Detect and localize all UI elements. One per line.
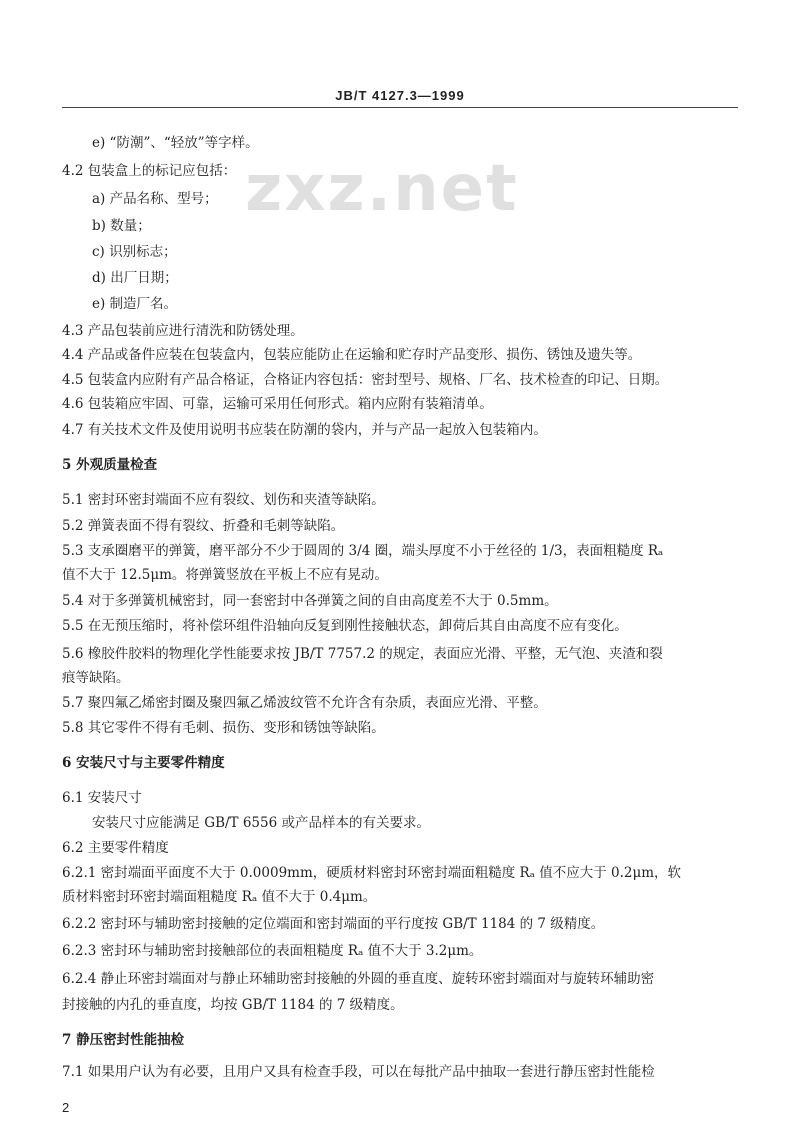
text-line: d) 出厂日期； xyxy=(92,270,178,286)
text-line: 6.2 主要零件精度 xyxy=(62,840,169,856)
text-line: 5.4 对于多弹簧机械密封，同一套密封中各弹簧之间的自由高度差不大于 0.5mm。 xyxy=(62,593,558,609)
text-line: 5.2 弹簧表面不得有裂纹、折叠和毛刺等缺陷。 xyxy=(62,518,345,534)
text-line: b) 数量； xyxy=(92,218,151,234)
text-line: 6.2.4 静止环密封端面对与静止环辅助密封接触的外圆的垂直度、旋转环密封端面对与旋转环辅助密 xyxy=(62,971,655,987)
header-rule xyxy=(62,107,738,108)
section-heading: 7 静压密封性能抽检 xyxy=(62,1032,185,1048)
text-line: 值不大于 12.5μm。将弹簧竖放在平板上不应有晃动。 xyxy=(62,567,388,583)
text-line: 6.2.2 密封环与辅助密封接触的定位端面和密封端面的平行度按 GB/T 1184 的 7 级精度。 xyxy=(62,916,605,932)
page-header: JB/T 4127.3—1999 xyxy=(335,88,465,103)
text-line: 5.1 密封环密封端面不应有裂纹、划伤和夹渣等缺陷。 xyxy=(62,492,385,508)
text-line: 质材料密封环密封端面粗糙度 Rₐ 值不大于 0.4μm。 xyxy=(62,889,377,905)
text-line: 5.5 在无预压缩时，将补偿环组件沿轴向反复到刚性接触状态，卸荷后其自由高度不应有变化。 xyxy=(62,618,628,634)
text-line: 4.5 包装盒内应附有产品合格证，合格证内容包括：密封型号、规格、厂名、技术检查的印记、日期。 xyxy=(62,372,669,388)
text-line: 5.8 其它零件不得有毛刺、损伤、变形和锈蚀等缺陷。 xyxy=(62,720,385,736)
text-line: 6.1 安装尺寸 xyxy=(62,790,142,806)
section-heading: 5 外观质量检查 xyxy=(62,457,158,473)
text-line: c) 识别标志； xyxy=(92,244,177,260)
text-line: 5.3 支承圈磨平的弹簧，磨平部分不少于圆周的 3/4 圈，端头厚度不小于丝径的 1/3，表面粗糙度 Rₐ xyxy=(62,543,664,559)
watermark: zxz.net xyxy=(245,152,519,226)
text-line: 6.2.3 密封环与辅助密封接触部位的表面粗糙度 Rₐ 值不大于 3.2μm。 xyxy=(62,943,483,959)
text-line: 7.1 如果用户认为有必要，且用户又具有检查手段，可以在每批产品中抽取一套进行静压密封性能检 xyxy=(62,1064,655,1080)
text-line: 4.7 有关技术文件及使用说明书应装在防潮的袋内，并与产品一起放入包装箱内。 xyxy=(62,422,547,438)
text-line: e) 制造厂名。 xyxy=(92,296,178,312)
text-line: 4.4 产品或备件应装在包装盒内，包装应能防止在运输和贮存时产品变形、损伤、锈蚀及遗失等。 xyxy=(62,347,642,363)
text-line: 4.6 包装箱应牢固、可靠，运输可采用任何形式。箱内应附有装箱清单。 xyxy=(62,396,493,412)
text-line: 6.2.1 密封端面平面度不大于 0.0009mm，硬质材料密封环密封端面粗糙度 Rₐ 值不应大于 0.2μm，软 xyxy=(62,865,682,881)
text-line: 4.2 包装盒上的标记应包括： xyxy=(62,163,237,179)
text-line: e) “防潮”、“轻放”等字样。 xyxy=(92,135,259,151)
text-line: 封接触的内孔的垂直度，均按 GB/T 1184 的 7 级精度。 xyxy=(62,997,404,1013)
text-line: 5.7 聚四氟乙烯密封圈及聚四氟乙烯波纹管不允许含有杂质，表面应光滑、平整。 xyxy=(62,695,547,711)
page-number: 2 xyxy=(62,1100,70,1115)
text-line: 安装尺寸应能满足 GB/T 6556 或产品样本的有关要求。 xyxy=(92,815,430,831)
text-line: 5.6 橡胶件胶料的物理化学性能要求按 JB/T 7757.2 的规定，表面应光滑、平整，无气泡、夹渣和裂 xyxy=(62,646,663,662)
section-heading: 6 安装尺寸与主要零件精度 xyxy=(62,755,225,771)
text-line: 4.3 产品包装前应进行清洗和防锈处理。 xyxy=(62,323,304,339)
text-line: 痕等缺陷。 xyxy=(62,670,130,686)
text-line: a) 产品名称、型号； xyxy=(92,191,218,207)
